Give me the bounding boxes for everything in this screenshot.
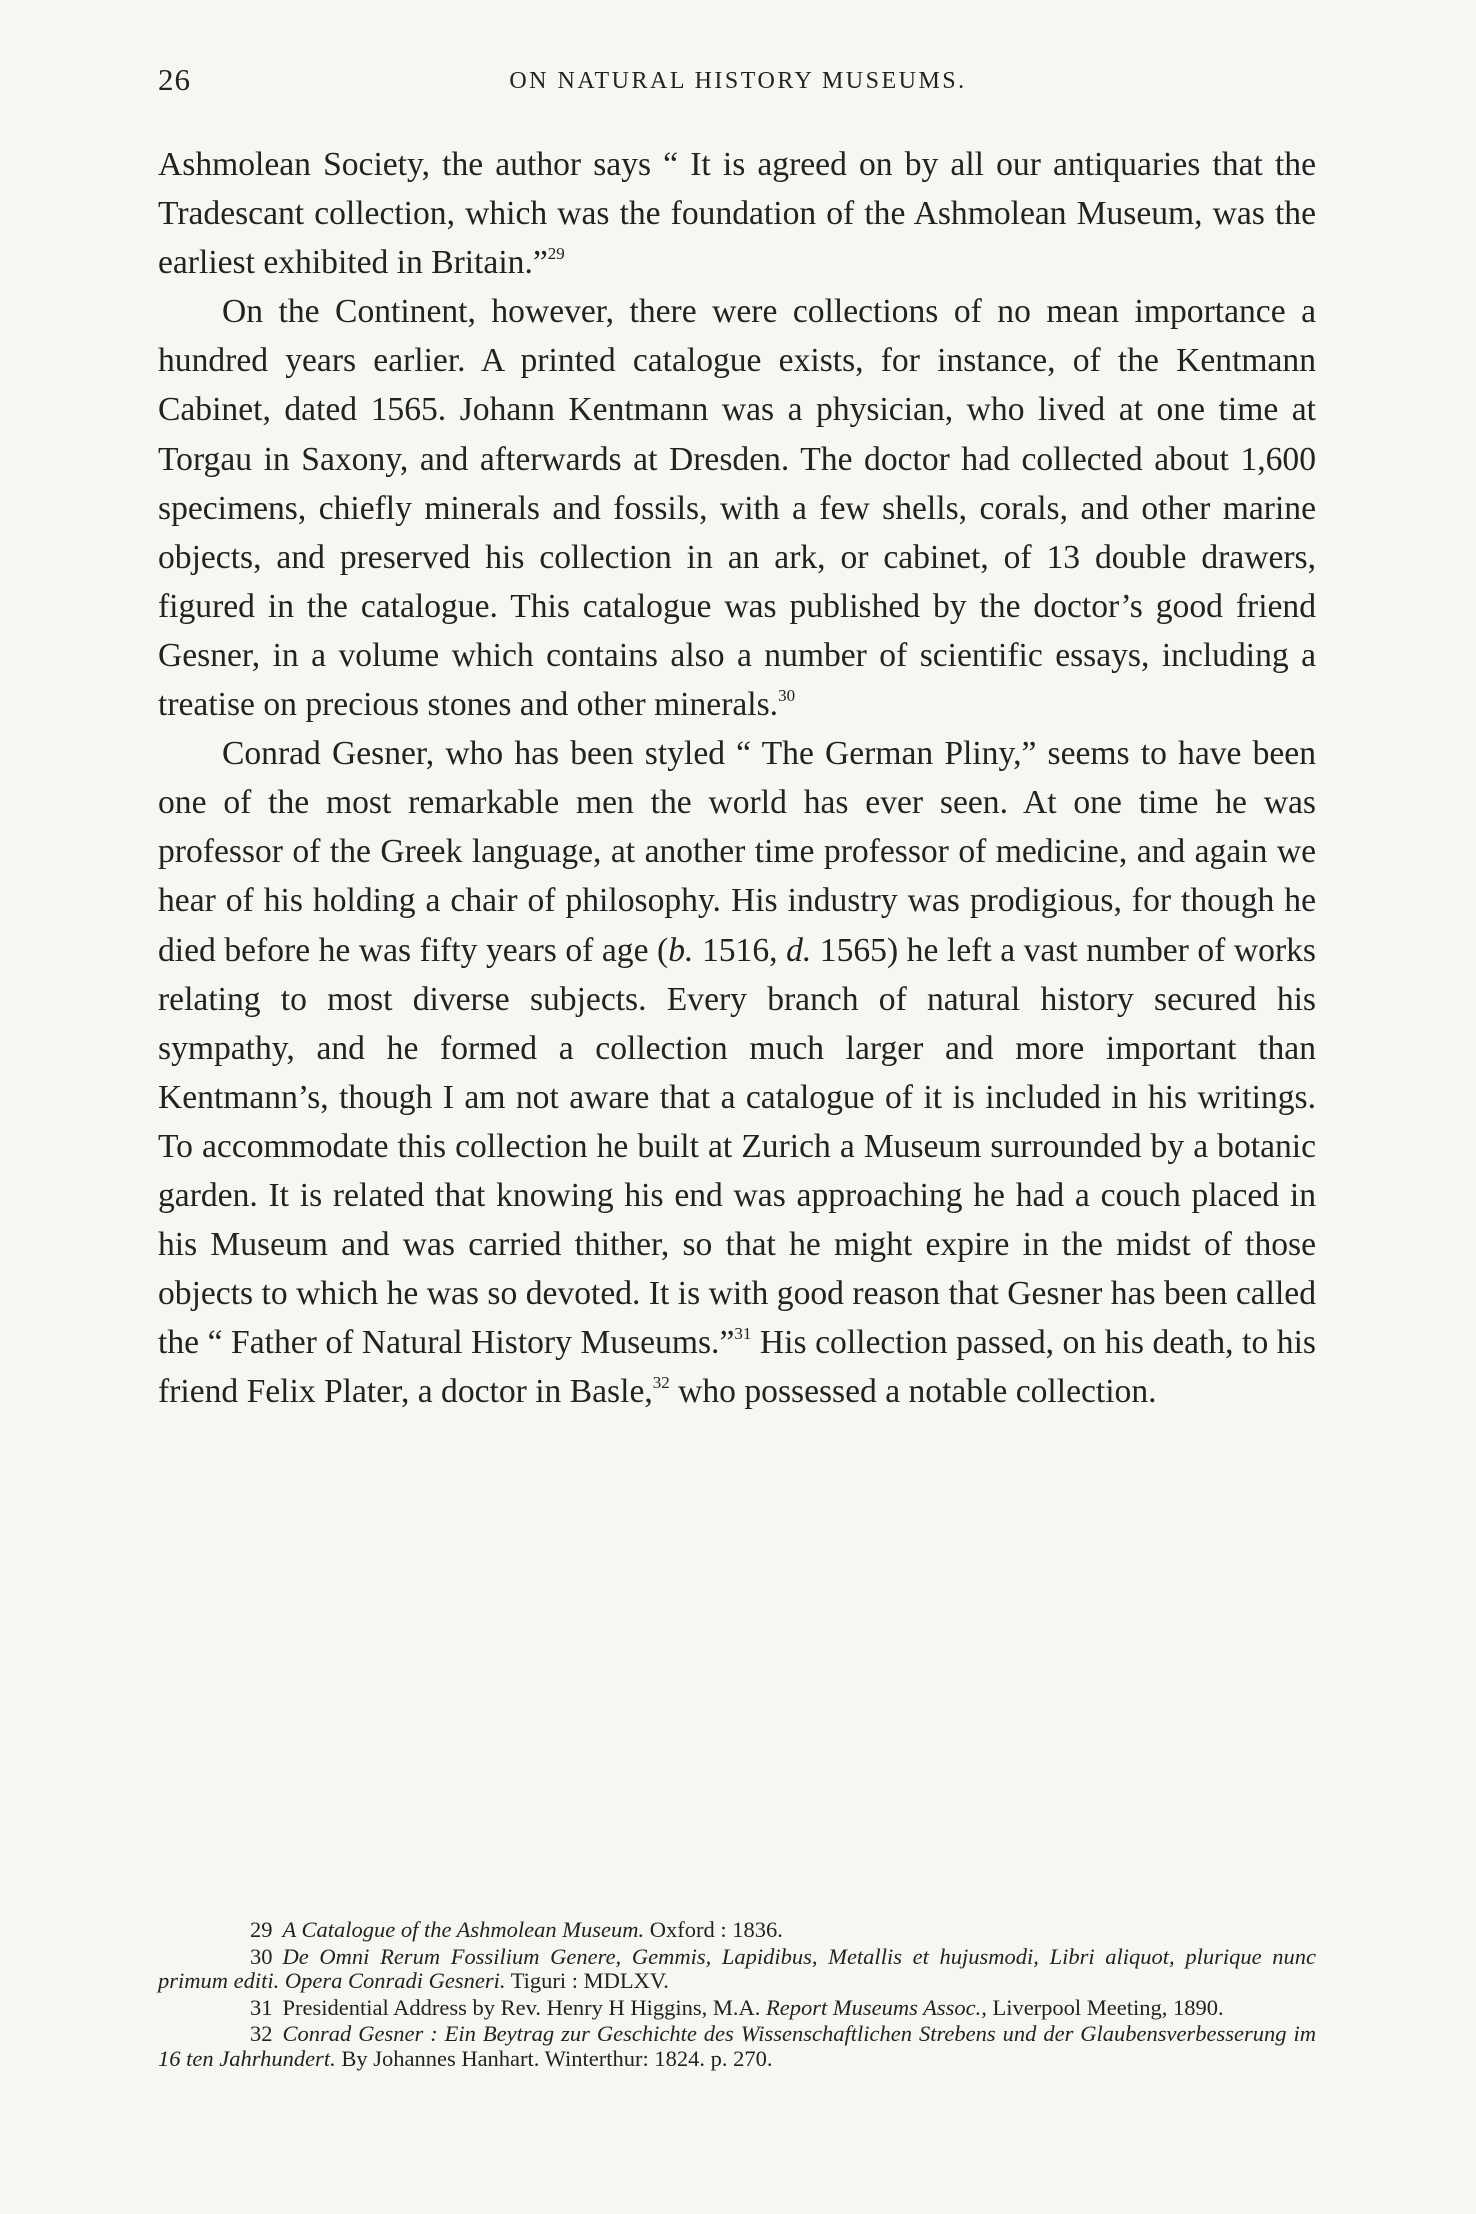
footnote-29 xyxy=(158,1918,1316,1943)
paragraph-3 xyxy=(158,729,1316,1416)
footnote-title: Report Museums Assoc., xyxy=(766,1994,987,2020)
page-header xyxy=(158,62,1318,102)
footnote-31 xyxy=(158,1996,1316,2021)
paragraph-3-text-a: Conrad Gesner, who has been styled “ The German Pliny,” seems to have been one of the most remarkable men the world has ever seen. At one time he was professor of the Greek language, at another time professor of medicine, and again we hear of his holding a chair of philosophy. His industry was prodigious, for though he died before he was fifty years of age ( xyxy=(158,735,1316,969)
paragraph-3-text-c: 1516, xyxy=(693,931,787,969)
footnote-text: Oxford : 1836. xyxy=(644,1917,783,1942)
paragraph-3-text-e: 1565) he left a vast number of works relating to most diverse subjects. Every branch of natural history secured his sympathy, and he formed a collection much larger and more important than Kentmann’s, though I am not aware that a catalogue of it is included in his writings. To accommodate this collection he built at Zurich a Museum surrounded by a botanic garden. It is related that knowing his end was approaching he had a couch placed in his Museum and was carried thither, so that he might expire in the midst of those objects to which he was so devoted. It is with good reason that Gesner has been called the “ Father of Natural History Museums.” xyxy=(158,931,1316,1362)
paragraph-3-text-g: who possessed a notable collection. xyxy=(669,1373,1157,1411)
footnote-text: Liverpool Meeting, 1890. xyxy=(986,1994,1224,2020)
footnote-ref-29: 29 xyxy=(547,244,565,264)
running-head: ON NATURAL HISTORY MUSEUMS. xyxy=(509,68,967,94)
paragraph-1-text: Ashmolean Society, the author says “ It is agreed on by all our antiquaries that the Tradescant collection, which was the foundation of the Ashmolean Museum, was the earliest exhibited in Britain.” xyxy=(158,146,1316,282)
paragraph-3-text-f: His collection passed, on his death, to his friend Felix Plater, a doctor in Basle, xyxy=(158,1324,1316,1411)
footnote-title: Conrad Gesner : Ein Beytrag zur Geschichte des Wissenschaftlichen Strebens und der Glaubensverbesserung im 16 ten Jahrhundert. xyxy=(158,2021,1316,2071)
footnote-number: 30 xyxy=(250,1943,273,1969)
page-number: 26 xyxy=(158,62,191,97)
footnote-32 xyxy=(158,2022,1316,2071)
footnote-text: Presidential Address by Rev. Henry H Higgins, M.A. xyxy=(282,1994,766,2020)
body-text xyxy=(158,140,1316,1416)
footnote-number: 29 xyxy=(250,1917,273,1942)
paragraph-2-text: On the Continent, however, there were collections of no mean importance a hundred years earlier. A printed catalogue exists, for instance, of the Kentmann Cabinet, dated 1565. Johann Kentmann was a physician, who lived at one time at Torgau in Saxony, and afterwards at Dresden. The doctor had collected about 1,600 specimens, chiefly minerals and fossils, with a few shells, corals, and other marine objects, and preserved his collection in an ark, or cabinet, of 13 double drawers, figured in the catalogue. This catalogue was published by the doctor’s good friend Gesner, in a volume which contains also a number of scientific essays, including a treatise on precious stones and other minerals. xyxy=(158,293,1316,724)
footnote-ref-31: 31 xyxy=(734,1324,752,1344)
died-abbrev: d. xyxy=(786,931,812,969)
footnote-title: De Omni Rerum Fossilium Genere, Gemmis, Lapidibus, Metallis et hujusmodi, Libri aliquot, plurique nunc primum editi. Opera Conradi Gesneri. xyxy=(158,1943,1316,1993)
footnote-title: A Catalogue of the Ashmolean Museum. xyxy=(282,1917,645,1942)
paragraph-2 xyxy=(158,287,1316,729)
born-abbrev: b. xyxy=(668,931,694,969)
footnote-number: 31 xyxy=(250,1994,273,2020)
footnote-ref-32: 32 xyxy=(652,1373,670,1393)
footnote-30 xyxy=(158,1945,1316,1994)
footnotes xyxy=(158,1918,1316,2073)
footnote-text: By Johannes Hanhart. Winterthur: 1824. p. 270. xyxy=(335,2045,773,2071)
footnote-text: Tiguri : MDLXV. xyxy=(505,1968,669,1993)
footnote-ref-30: 30 xyxy=(778,686,796,706)
footnote-number: 32 xyxy=(250,2021,273,2046)
paragraph-1 xyxy=(158,140,1316,287)
